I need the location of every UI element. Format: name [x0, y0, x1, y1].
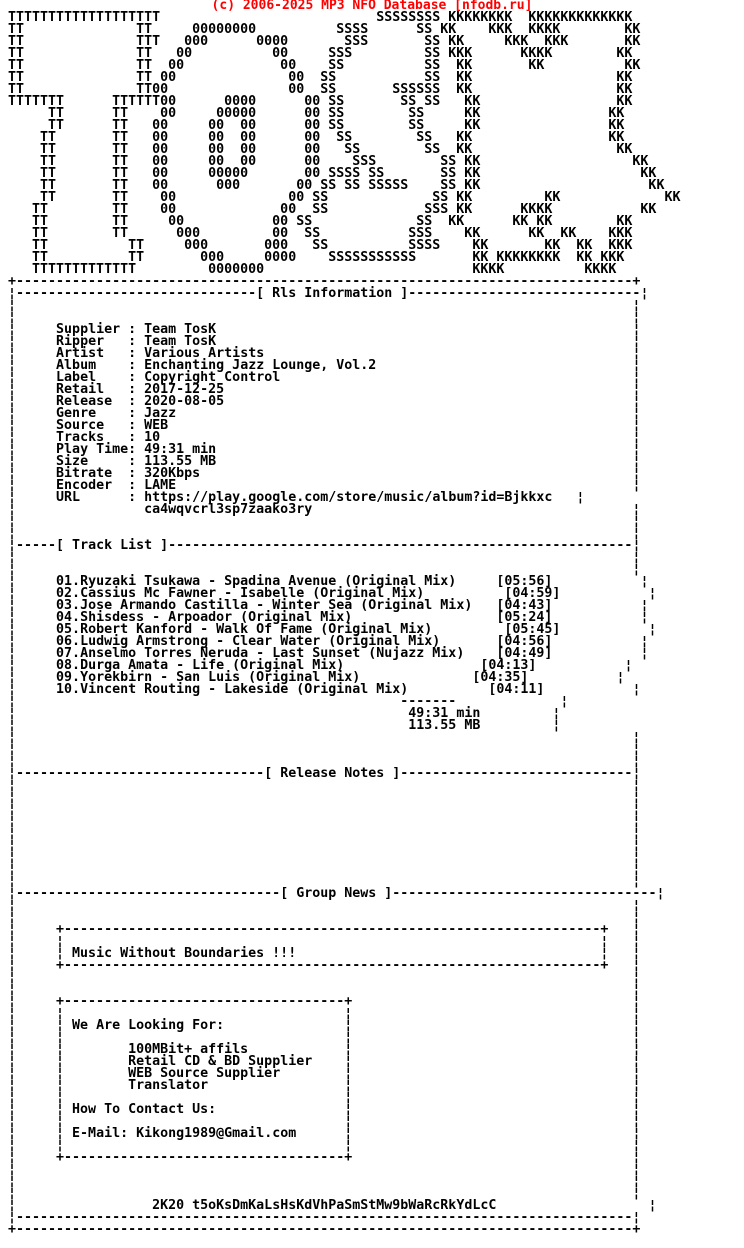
group-signature-footer: 2K20 t5oKsDmKaLsHsKdVhPaSmStMw9bWaRcRkYdLcC — [152, 1198, 497, 1213]
track-time: [04:11] — [488, 682, 545, 697]
genre-label: Genre — [56, 406, 97, 421]
logo-line: TT TT 00 00 SS SS KK KK KK KK — [8, 214, 633, 229]
label-value: Copyright Control — [144, 370, 281, 385]
supplier-label: Supplier — [56, 322, 121, 337]
total-size: 113.55 MB — [408, 718, 481, 733]
total-playtime: 49:31 min — [408, 706, 481, 721]
contact-heading: How To Contact Us: — [72, 1102, 217, 1117]
section-heading-group-news: [ Group News ] — [280, 886, 393, 901]
size-label: Size — [56, 454, 89, 469]
label-label: Label — [56, 370, 97, 385]
logo-line: TT TT 00 00 00 00 SS SS KK KK — [8, 142, 633, 157]
logo-line: TT TT 00 00 SS SS KK KK KK — [8, 190, 681, 205]
retail-value: 2017-12-25 — [144, 382, 225, 397]
logo-line: TT TT 000 00 SS SSS KK KK KK KKK — [8, 226, 633, 241]
bitrate-value: 320Kbps — [144, 466, 201, 481]
looking-for-heading: We Are Looking For: — [72, 1018, 225, 1033]
email-label: E-Mail: — [72, 1126, 129, 1141]
logo-line: TT TT 00 00 00 00 SSS SS KK KK — [8, 154, 649, 169]
logo-line: TT TT 00 00 SS SSS KK KKKK KK — [8, 202, 657, 217]
need-item: Translator — [128, 1078, 209, 1093]
section-heading-track-list: [ Track List ] — [56, 538, 169, 553]
track-time: [04:56] — [496, 634, 553, 649]
logo-line: TTTTTTTTTTTTTTTTTTT SSSSSSSS KKKKKKKK KKKKKKKKKKKKK — [8, 10, 633, 25]
section-heading-release-notes: [ Release Notes ] — [264, 766, 401, 781]
tracks-value: 10 — [144, 430, 161, 445]
nfodb-copyright-header[interactable]: (c) 2006-2025 MP3 NFO Database [nfodb.ru] — [211, 0, 533, 13]
logo-line: TT TT 00 00 SS SS KK KK — [8, 70, 633, 85]
ripper-value: Team TosK — [144, 334, 217, 349]
logo-line: TT TT 00 00 00 00 SS SS KK KK — [8, 118, 625, 133]
release-label: Release — [56, 394, 113, 409]
size-value: 113.55 MB — [144, 454, 217, 469]
artist-value: Various Artists — [144, 346, 265, 361]
track-time: [04:35] — [472, 670, 529, 685]
logo-line: TTTTTTTTTTTTT 0000000 KKKK KKKK — [8, 262, 617, 277]
encoder-label: Encoder — [56, 478, 113, 493]
logo-line: TT TT 000 0000 SSSSSSSSSSS KK KKKKKKKK KK KKK — [8, 250, 625, 265]
need-item: WEB Source Supplier — [128, 1066, 281, 1081]
track-title: 04.Shisdess - Arpoador (Original Mix) — [56, 610, 353, 625]
track-time: [04:13] — [480, 658, 537, 673]
logo-line: TT TT 00 00 00 00 SS SS KK KK — [8, 130, 625, 145]
need-item: Retail CD & BD Supplier — [128, 1054, 313, 1069]
box-top-border: +-----------------------------------------------------------------------------+ — [8, 274, 641, 289]
playtime-value: 49:31 min — [144, 442, 217, 457]
url-label: URL — [56, 490, 81, 505]
album-value: Enchanting Jazz Lounge, Vol.2 — [144, 358, 377, 373]
track-title: 02.Cassius Mc Fawner - Isabelle (Original Mix) — [56, 586, 425, 601]
logo-line: TT TT 00 000 00 SS SS SSSSS SS KK KK — [8, 178, 665, 193]
logo-line: TT TTT 000 0000 SSS SS KK KKK KKK KK — [8, 34, 641, 49]
group-motto: Music Without Boundaries !!! — [72, 946, 297, 961]
logo-line: TT TT 00 00000 00 SS SS KK KK — [8, 106, 625, 121]
tracks-label: Tracks — [56, 430, 105, 445]
source-value: WEB — [144, 418, 169, 433]
retail-label: Retail — [56, 382, 105, 397]
contact-email[interactable]: Kikong1989@Gmail.com — [136, 1126, 297, 1141]
ripper-label: Ripper — [56, 334, 105, 349]
track-title: 07.Anselmo Torres Neruda - Last Sunset (Nujazz Mix) — [56, 646, 465, 661]
encoder-value: LAME — [144, 478, 177, 493]
album-label: Album — [56, 358, 97, 373]
artist-label: Artist — [56, 346, 105, 361]
track-time: [04:59] — [504, 586, 561, 601]
track-time: [05:45] — [504, 622, 561, 637]
track-time: [05:24] — [496, 610, 553, 625]
nfo-text: TTTTTTTTTTTTTTTTTTT SSSSSSSS KKKKKKKK KKKKKKKKKKKKK TT TT 00000000 SSSS SS KK KKK KKKK KK TT TTT 000 0000 SSS SS KK KKK KKK KK TT TT 00 00 SSS SS KKK KKKK KK TT TT 00 00 SS SS KK KK KK TT TT 00 00 SS SS KK KK TT TT00 00 SS SSSSSS KK KK TTTTTTT TTTTTT00 0000 00 SS SS SS KK KK TT TT 00 00000 00 SS SS KK KK TT TT 00 00 00 00 SS SS KK KK TT TT 00 00 00 00 SS SS KK KK TT TT 00 00 00 00 SS SS KK KK TT TT 00 00 00 00 SSS SS KK KK TT TT 00 00000 00 SSSS SS SS KK KK TT TT 00 000 00 SS SS SSSSS SS KK KK TT TT 00 00 SS SS KK KK KK TT TT 00 00 SS SSS KK KKKK KK TT TT 00 00 SS SS KK KK KK KK TT TT 000 00 SS SSS KK KK KK KKK TT TT 000 000 SS SSSS KK KK KK KKK TT TT 000 0000 SSSSSSSSSSS KK KKKKKKKK KK KKK TTTTTTTTTTTTT 0000000 KKKK KKKK +-----------------------------------------------------------------------------+ ¦------------------------------[ Rls Information ]-----------------------------¦ ¦ ¦ ¦ ¦ ¦ Supplier : Team TosK ¦ ¦ Ripper : Team TosK ¦ ¦ Artist : Various Artists ¦ ¦ Album : Enchanting Jazz Lounge, Vol.2 ¦ ¦ Label : Copyright Control ¦ ¦ Retail : 2017-12-25 ¦ ¦ Release : 2020-08-05 ¦ ¦ Genre : Jazz ¦ ¦ Source : WEB ¦ ¦ Tracks : 10 ¦ ¦ Play Time: 49:31 min ¦ ¦ Size : 113.55 MB ¦ ¦ Bitrate : 320Kbps ¦ ¦ Encoder : LAME ¦ ¦ URL : https://play.google.com/store/music/album?id=Bjkkxc ¦ ¦ ca4wqvcrl3sp7zaako3ry ¦ ¦ ¦ ¦ ¦ ¦-----[ Track List ]----------------------------------------------------------¦ ¦ ¦ ¦ ¦ ¦ 01.Ryuzaki Tsukawa - Spadina Avenue (Original Mix) [05:56] ¦ ¦ 02.Cassius Mc Fawner - Isabelle (Original Mix) [04:59] ¦ ¦ 03.Jose Armando Castilla - Winter Sea (Original Mix) [04:43] ¦ ¦ 04.Shisdess - Arpoador (Original Mix) [05:24] ¦ ¦ 05.Robert Kanford - Walk Of Fame (Original Mix) [05:45] ¦ ¦ 06.Ludwig Armstrong - Clear Water (Original Mix) [04:56] ¦ ¦ 07.Anselmo Torres Neruda - Last Sunset (Nujazz Mix) [04:49] ¦ ¦ 08.Durga Amata - Life (Original Mix) [04:13] ¦ ¦ 09.Yorekbirn - San Luis (Original Mix) [04:35] ¦ ¦ 10.Vincent Routing - Lakeside (Original Mix) [04:11] ¦ ¦ ------- ¦ ¦ 49:31 min ¦ ¦ 113.55 MB ¦ ¦ ¦ ¦ ¦ ¦ ¦ ¦-------------------------------[ Release Notes ]-----------------------------¦ ¦ ¦ ¦ ¦ ¦ ¦ ¦ ¦ ¦ ¦ ¦ ¦ ¦ ¦ ¦ ¦ ¦ ¦ ¦---------------------------------[ Group News ]---------------------------------¦ ¦ ¦ ¦ ¦ ¦ +-------------------------------------------------------------------+ ¦ ¦ ¦ ¦ ¦ ¦ ¦ Music Without Boundaries !!! ¦ ¦ ¦ +-------------------------------------------------------------------+ ¦ ¦ ¦ ¦ ¦ ¦ +-----------------------------------+ ¦ ¦ ¦ ¦ ¦ ¦ ¦ We Are Looking For: ¦ ¦ ¦ ¦ ¦ ¦ ¦ ¦ 100MBit+ affils ¦ ¦ ¦ ¦ Retail CD & BD Supplier ¦ ¦ ¦ ¦ WEB Source Supplier ¦ ¦ ¦ ¦ Translator ¦ ¦ ¦ ¦ ¦ ¦ ¦ ¦ How To Contact Us: ¦ ¦ ¦ ¦ ¦ ¦ ¦ ¦ E-Mail: Kikong1989@Gmail.com ¦ ¦ ¦ ¦ ¦ ¦ ¦ +-----------------------------------+ ¦ ¦ ¦ ¦ ¦ ¦ ¦ ¦ 2K20 t5oKsDmKaLsHsKdVhPaSmStMw9bWaRcRkYdLcC ¦ ¦-----------------------------------------------------------------------------¦ +-----------------------------------------------------------------------------+ — [8, 10, 681, 1237]
url-value-line-1[interactable]: https://play.google.com/store/music/album?id=Bjkkxc — [144, 490, 553, 505]
url-value-line-2[interactable]: ca4wqvcrl3sp7zaako3ry — [144, 502, 313, 517]
need-item: 100MBit+ affils — [128, 1042, 249, 1057]
section-heading-rls-info: [ Rls Information ] — [256, 286, 409, 301]
genre-value: Jazz — [144, 406, 177, 421]
supplier-value: Team TosK — [144, 322, 217, 337]
source-label: Source — [56, 418, 105, 433]
logo-line: TT TT 00 00000 00 SSSS SS SS KK KK — [8, 166, 657, 181]
track-time: [04:43] — [496, 598, 553, 613]
release-value: 2020-08-05 — [144, 394, 225, 409]
logo-line: TT TT 00000000 SSSS SS KK KKK KKKK KK — [8, 22, 641, 37]
track-title: 03.Jose Armando Castilla - Winter Sea (Original Mix) — [56, 598, 473, 613]
logo-line: TT TT 00 00 SSS SS KKK KKKK KK — [8, 46, 633, 61]
logo-line: TT TT 000 000 SS SSSS KK KK KK KKK — [8, 238, 633, 253]
totals-divider: ------- — [400, 694, 457, 709]
logo-line: TT TT 00 00 SS SS KK KK KK — [8, 58, 641, 73]
logo-line: TT TT00 00 SS SSSSSS KK KK — [8, 82, 633, 97]
track-title: 08.Durga Amata - Life (Original Mix) — [56, 658, 345, 673]
playtime-label: Play Time — [56, 442, 129, 457]
track-title: 05.Robert Kanford - Walk Of Fame (Original Mix) — [56, 622, 433, 637]
bitrate-label: Bitrate — [56, 466, 113, 481]
track-time: [05:56] — [496, 574, 553, 589]
track-title: 01.Ryuzaki Tsukawa - Spadina Avenue (Original Mix) — [56, 574, 457, 589]
track-time: [04:49] — [496, 646, 553, 661]
track-title: 09.Yorekbirn - San Luis (Original Mix) — [56, 670, 361, 685]
track-title: 06.Ludwig Armstrong - Clear Water (Original Mix) — [56, 634, 441, 649]
track-title: 10.Vincent Routing - Lakeside (Original Mix) — [56, 682, 409, 697]
logo-line: TTTTTTT TTTTTT00 0000 00 SS SS SS KK KK — [8, 94, 633, 109]
